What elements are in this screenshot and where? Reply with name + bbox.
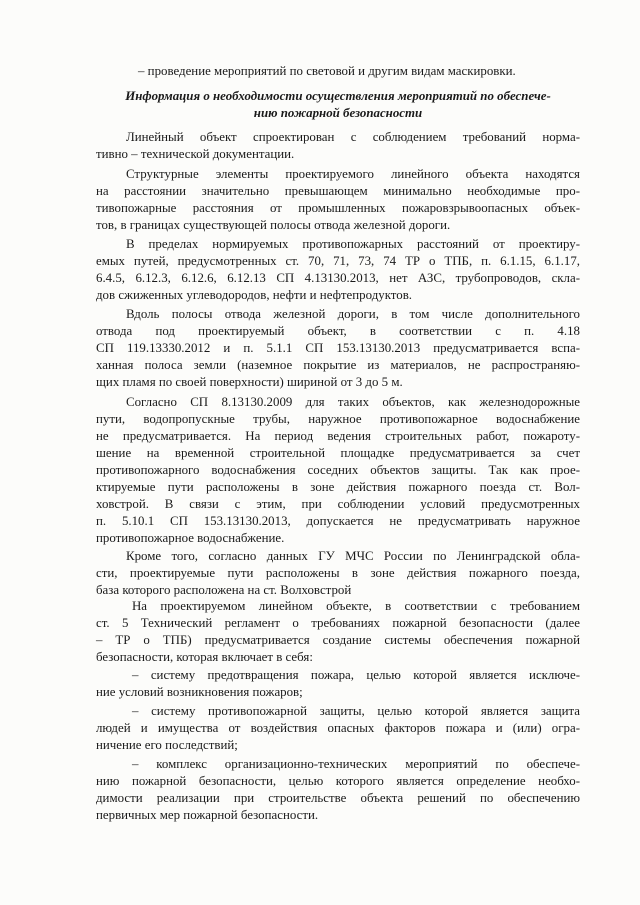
paragraph-line: – систему противопожарной защиты, целью которой является защита — [132, 704, 580, 718]
paragraph-line: тивопожарные расстояния от промышленных пожаровзрывоопасных объек- — [96, 201, 580, 215]
paragraph-line: тов, в границах существующей полосы отвода железной дороги. — [96, 218, 451, 232]
paragraph-line: тивно – технической документации. — [96, 147, 295, 161]
paragraph-10 — [96, 756, 580, 824]
paragraph-line: на расстоянии значительно превышающем минимально необходимые про- — [96, 184, 580, 198]
paragraph-line: Линейный объект спроектирован с соблюдением требований норма- — [126, 130, 580, 144]
paragraph-line: сти, проектируемые пути расположены в зоне действия пожарного поезда, — [96, 566, 580, 580]
paragraph-line: п. 5.10.1 СП 153.13130.2013, допускается не предусматривать наружное — [96, 514, 580, 528]
section-heading — [96, 88, 580, 122]
paragraph-line: противопожарного водоснабжения соседних объектов защиты. Так как прое- — [96, 463, 580, 477]
paragraph-4 — [96, 306, 580, 391]
paragraph-line: ничение его последствий; — [96, 738, 238, 752]
paragraph-line: Кроме того, согласно данных ГУ МЧС России по Ленинградской обла- — [126, 549, 580, 563]
paragraph-line: На проектируемом линейном объекте, в соответствии с требованием — [132, 599, 580, 613]
paragraph-line: В пределах нормируемых противопожарных расстояний от проектиру- — [126, 237, 580, 251]
intro-line-block — [96, 63, 580, 80]
intro-line: – проведение мероприятий по световой и другим видам маскировки. — [138, 64, 516, 78]
paragraph-line: не предусматривается. На период ведения строительных работ, пожароту- — [96, 429, 580, 443]
paragraph-line: ст. 5 Технический регламент о требованиях пожарной безопасности (далее — [96, 616, 580, 630]
paragraph-line: Структурные элементы проектируемого линейного объекта находятся — [126, 167, 580, 181]
paragraph-line: первичных мер пожарной безопасности. — [96, 808, 319, 822]
paragraph-line: Согласно СП 8.13130.2009 для таких объектов, как железнодорожные — [126, 395, 580, 409]
paragraph-line: пути, водопропускные трубы, наружное противопожарное водоснабжение — [96, 412, 580, 426]
paragraph-line: – комплекс организационно-технических мероприятий по обеспече- — [132, 757, 580, 771]
paragraph-line: людей и имущества от воздействия опасных факторов пожара и (или) огра- — [96, 721, 580, 735]
paragraph-line: шение на временной строительной площадке предусматривается за счет — [96, 446, 580, 460]
paragraph-2 — [96, 166, 580, 234]
paragraph-line: щих пламя по своей поверхности) шириной от 3 до 5 м. — [96, 375, 403, 389]
paragraph-line: – ТР о ТПБ) предусматривается создание системы обеспечения пожарной — [96, 633, 580, 647]
paragraph-line: Вдоль полосы отвода железной дороги, в том числе дополнительного — [126, 307, 580, 321]
heading-line-1: Информация о необходимости осуществления мероприятий по обеспече- — [125, 89, 551, 103]
paragraph-line: безопасности, которая включает в себя: — [96, 650, 313, 664]
paragraph-line: противопожарное водоснабжение. — [96, 531, 285, 545]
paragraph-line: СП 119.13330.2012 и п. 5.1.1 СП 153.13130.2013 предусматривается вспа- — [96, 341, 580, 355]
paragraph-line: 6.4.5, 6.12.3, 6.12.6, 6.12.13 СП 4.13130.2013, нет АЗС, трубопроводов, скла- — [96, 271, 580, 285]
paragraph-line: – систему предотвращения пожара, целью которой является исключе- — [132, 668, 580, 682]
paragraph-8 — [96, 667, 580, 701]
paragraph-3 — [96, 236, 580, 304]
heading-line-2: нию пожарной безопасности — [253, 106, 423, 120]
paragraph-line: нию пожарной безопасности, целью которого является определение необхо- — [96, 774, 580, 788]
paragraph-1 — [96, 129, 580, 163]
paragraph-line: димости реализации при строительстве объекта решений по обеспечению — [96, 791, 580, 805]
paragraph-9 — [96, 703, 580, 754]
paragraph-7 — [96, 598, 580, 666]
paragraph-line: ние условий возникновения пожаров; — [96, 685, 303, 699]
paragraph-line: отвода под проектируемый объект, в соответствии с п. 4.18 — [96, 324, 580, 338]
paragraph-6 — [96, 548, 580, 599]
paragraph-5 — [96, 394, 580, 547]
paragraph-line: дов сжиженных углеводородов, нефти и нефтепродуктов. — [96, 288, 413, 302]
paragraph-line: ктируемые пути расположены в зоне действия пожарного поезда ст. Вол- — [96, 480, 580, 494]
paragraph-line: емых путей, предусмотренных ст. 70, 71, 73, 74 ТР о ТПБ, п. 6.1.15, 6.1.17, — [96, 254, 580, 268]
paragraph-line: база которого расположена на ст. Волховстрой — [96, 583, 352, 597]
paragraph-line: ховстрой. В связи с этим, при соблюдении условий предусмотренных — [96, 497, 580, 511]
paragraph-line: ханная полоса земли (наземное покрытие из материалов, не распространяю- — [96, 358, 580, 372]
